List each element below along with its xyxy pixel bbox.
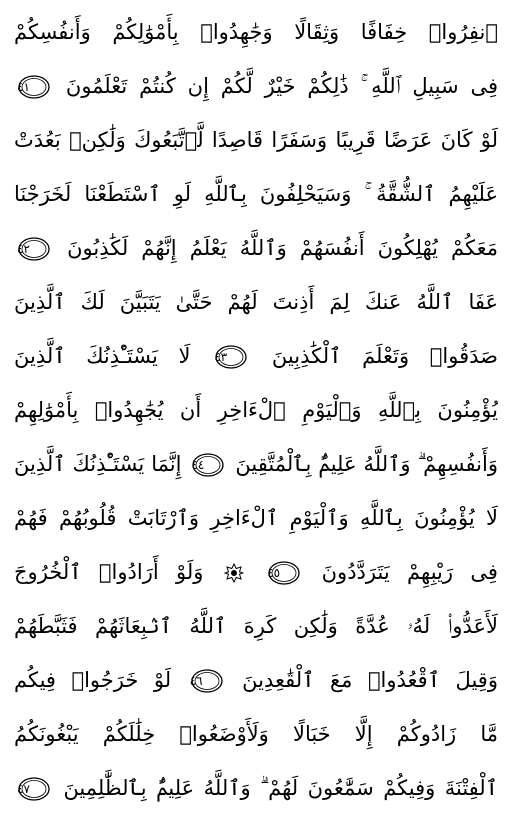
verse-text: فِى رَيْبِهِمْ يَتَرَدَّدُونَ [321,560,498,584]
verse-text: ٱلْفِتْنَةَ وَفِيكُمْ سَمَّٰعُونَ لَهُمْ ۗ وَٱللَّهُ عَلِيمٌۢ بِٱلظَّٰلِمِينَ [63,776,498,800]
verse-text: صَدَقُوا۟ وَتَعْلَمَ ٱلْكَٰذِبِينَ [271,344,498,368]
verse-text: لَوْ خَرَجُوا۟ فِيكُم [14,668,172,692]
ayah-number-marker [214,344,248,370]
ayah-number: ٤١ [17,80,30,94]
verse-text: لَا يُؤْمِنُونَ بِٱللَّهِ وَٱلْيَوْمِ ٱلْءَاخِرِ وَٱرْتَابَتْ قُلُوبُهُمْ فَهُمْ [14,506,498,530]
verse-text: مَّا زَادُوكُمْ إِلَّا خَبَالًا وَلَأَوْضَعُوا۟ خِلَٰلَكُمْ يَبْغُونَكُمُ [14,722,498,746]
ayah-number-marker [267,560,301,586]
quran-line-3 [14,116,498,164]
quran-line-4 [14,170,498,218]
ayah-number: ٤٢ [17,242,30,256]
quran-line-13 [14,656,498,704]
ayah-number: ٤٤ [191,458,205,472]
verse-text: عَفَا ٱللَّهُ عَنكَ لِمَ أَذِنتَ لَهُمْ حَتَّىٰ يَتَبَيَّنَ لَكَ ٱلَّذِينَ [14,290,498,314]
ayah-number: ٤٧ [17,782,30,796]
quran-line-1 [14,8,498,56]
quran-line-6 [14,278,498,326]
quran-line-12 [14,602,498,650]
quran-line-10 [14,494,498,542]
verse-text: إِنَّمَا يَسْتَـْٔذِنُكَ ٱلَّذِينَ [14,452,182,476]
ayah-number-marker [190,668,224,694]
verse-text: وَأَنفُسِهِمْ ۗ وَٱللَّهُ عَلِيمٌۢ بِٱلْمُتَّقِينَ [235,452,498,476]
verse-text: عَلَيْهِمُ ٱلشُّقَّةُ ۚ وَسَيَحْلِفُونَ بِٱللَّهِ لَوِ ٱسْتَطَعْنَا لَخَرَجْنَا [14,182,498,206]
verse-text: ٱنفِرُوا۟ خِفَافًا وَثِقَالًا وَجَٰهِدُوا۟ بِأَمْوَٰلِكُمْ وَأَنفُسِكُمْ [14,20,498,44]
ayah-number: ٤٣ [214,350,228,364]
hizb-marker-icon [224,563,244,583]
ayah-number-marker [17,236,51,262]
verse-text: مَعَكُمْ يُهْلِكُونَ أَنفُسَهُمْ وَٱللَّهُ يَعْلَمُ إِنَّهُمْ لَكَٰذِبُونَ [67,236,498,260]
quran-line-11 [14,548,498,596]
verse-text: يُؤْمِنُونَ بِٱللَّهِ وَٱلْيَوْمِ ٱلْءَاخِرِ أَن يُجَٰهِدُوا۟ بِأَمْوَٰلِهِمْ [14,398,498,422]
ayah-number: ٤٥ [267,566,281,580]
verse-text: لَا يَسْتَـْٔذِنُكَ ٱلَّذِينَ [14,344,191,368]
ayah-number: ٤٦ [189,674,203,688]
quran-line-14 [14,710,498,758]
verse-text: لَوْ كَانَ عَرَضًا قَرِيبًا وَسَفَرًا قَاصِدًا لَّٱتَّبَعُوكَ وَلَٰكِنۢ بَعُدَتْ [14,128,498,152]
verse-text: وَقِيلَ ٱقْعُدُوا۟ مَعَ ٱلْقَٰعِدِينَ [242,668,498,692]
verse-text: لَأَعَدُّوا۟ لَهُۥ عُدَّةً وَلَٰكِن كَرِهَ ٱللَّهُ ٱنۢبِعَاثَهُمْ فَثَبَّطَهُمْ [14,614,498,638]
ayah-number-marker [17,776,51,802]
quran-line-2 [14,62,498,110]
quran-line-9 [14,440,498,488]
verse-text: فِى سَبِيلِ ٱللَّهِ ۚ ذَٰلِكُمْ خَيْرٌ لَّكُمْ إِن كُنتُمْ تَعْلَمُونَ [65,74,498,98]
quran-line-5 [14,224,498,272]
verse-text: وَلَوْ أَرَادُوا۟ ٱلْخُرُوجَ [14,560,204,584]
quran-line-15 [14,764,498,812]
ayah-number-marker [17,74,51,100]
quran-line-8 [14,386,498,434]
quran-line-7 [14,332,498,380]
ayah-number-marker [191,452,225,478]
